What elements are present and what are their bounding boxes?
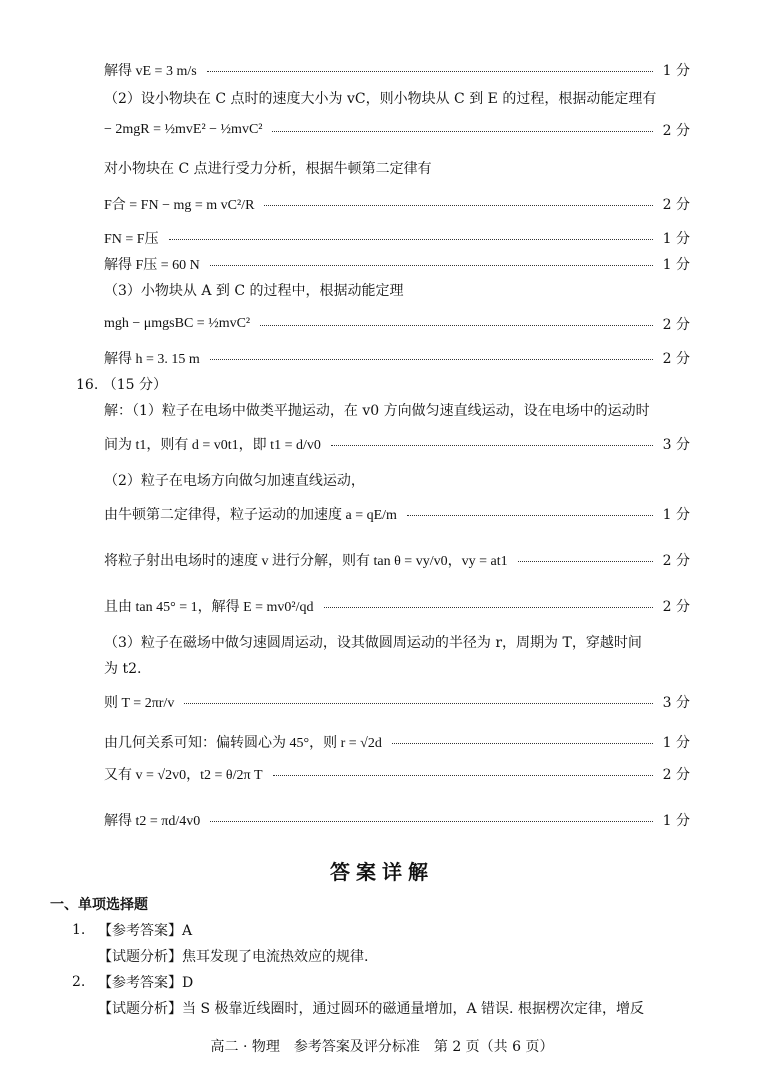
solution-line [104, 596, 690, 616]
statement-text: （3）粒子在磁场中做匀速圆周运动，设其做圆周运动的半径为 r，周期为 T，穿越时间 [104, 635, 642, 651]
solution-line [104, 810, 690, 830]
equation-text: 由牛顿第二定律得，粒子运动的加速度 a = qE/m [104, 508, 397, 523]
statement-text: 为 t2. [104, 661, 142, 677]
solution-line [104, 692, 690, 712]
reference-answer: 【参考答案】D [98, 975, 194, 991]
leader-dots [264, 204, 652, 206]
solution-line [104, 658, 690, 678]
solution-line [104, 194, 690, 214]
solution-line [104, 470, 690, 490]
score-label: 1 分 [662, 735, 690, 751]
solution-line [104, 280, 690, 300]
leader-dots [184, 702, 652, 704]
statement-text: （2）设小物块在 C 点时的速度大小为 vC，则小物块从 C 到 E 的过程，根据动能定理有 [104, 91, 657, 107]
solution-line [104, 254, 690, 274]
answer-number: 2. [72, 974, 86, 990]
equation-text: 解得 h = 3. 15 m [104, 352, 200, 367]
leader-dots [210, 264, 653, 266]
subsection-heading: 一、单项选择题 [50, 897, 148, 913]
solution-line [104, 764, 690, 784]
score-label: 1 分 [662, 813, 690, 829]
solution-line [104, 550, 690, 570]
equation-text: 解得 t2 = πd/4v0 [104, 814, 201, 829]
answer-item [72, 920, 686, 940]
leader-dots [210, 358, 653, 360]
equation-text: 又有 v = √2v0，t2 = θ/2π T [104, 768, 263, 783]
answer-analysis [98, 998, 684, 1018]
equation-text: − 2mgR = ½mvE² − ½mvC² [104, 122, 263, 137]
leader-dots [207, 70, 653, 72]
leader-dots [210, 820, 652, 822]
score-label: 3 分 [662, 695, 690, 711]
analysis-text: 【试题分析】焦耳发现了电流热效应的规律. [98, 949, 369, 965]
answer-item [72, 972, 686, 992]
equation-text: 由几何关系可知：偏转圆心为 45°，则 r = √2d [104, 736, 382, 751]
solution-line [104, 88, 690, 108]
reference-answer: 【参考答案】A [98, 923, 193, 939]
page-footer: 高二 · 物理 参考答案及评分标准 第 2 页（共 6 页） [210, 1039, 554, 1055]
question-heading [76, 374, 690, 394]
solution-line [104, 348, 690, 368]
analysis-text: 【试题分析】当 S 极靠近线圈时，通过圆环的磁通量增加，A 错误. 根据楞次定律，增反 [98, 1001, 644, 1017]
question-number: 16. （15 分） [76, 377, 167, 393]
score-label: 1 分 [662, 63, 690, 79]
answer-number: 1. [72, 922, 86, 938]
solution-line [104, 120, 690, 140]
solution-line [104, 60, 690, 80]
leader-dots [169, 238, 653, 240]
equation-text: 且由 tan 45° = 1，解得 E = mv0²/qd [104, 600, 314, 615]
score-label: 2 分 [662, 553, 690, 569]
score-label: 2 分 [662, 767, 690, 783]
statement-text: 对小物块在 C 点进行受力分析，根据牛顿第二定律有 [104, 161, 432, 177]
equation-text: 则 T = 2πr/v [104, 696, 175, 711]
score-label: 3 分 [662, 437, 690, 453]
solution-line [104, 314, 690, 334]
solution-line [104, 228, 690, 248]
solution-line [104, 632, 690, 652]
score-label: 2 分 [662, 351, 690, 367]
statement-text: （3）小物块从 A 到 C 的过程中，根据动能定理 [104, 283, 404, 299]
equation-text: 解得 F压 = 60 N [104, 258, 200, 273]
leader-dots [273, 774, 653, 776]
equation-text: 解得 vE = 3 m/s [104, 64, 197, 79]
score-label: 2 分 [662, 317, 690, 333]
leader-dots [331, 444, 653, 446]
score-label: 1 分 [662, 257, 690, 273]
score-label: 2 分 [662, 123, 690, 139]
section-title: 答案详解 [330, 860, 434, 884]
equation-text: 将粒子射出电场时的速度 v 进行分解，则有 tan θ = vy/v0，vy = at1 [104, 554, 508, 569]
score-label: 2 分 [662, 599, 690, 615]
leader-dots [392, 742, 653, 744]
solution-line [104, 158, 690, 178]
statement-text: （2）粒子在电场方向做匀加速直线运动， [104, 473, 365, 489]
equation-text: 间为 t1，则有 d = v0t1，即 t1 = d/v0 [104, 438, 321, 453]
leader-dots [407, 514, 653, 516]
leader-dots [260, 324, 653, 326]
solution-line [104, 504, 690, 524]
score-label: 2 分 [662, 197, 690, 213]
solution-line [104, 434, 690, 454]
score-label: 1 分 [662, 231, 690, 247]
leader-dots [518, 560, 653, 562]
solution-line [104, 400, 690, 420]
solution-line [104, 732, 690, 752]
answer-analysis [98, 946, 684, 966]
leader-dots [272, 130, 652, 132]
equation-text: mgh − μmgsBC = ½mvC² [104, 316, 251, 331]
leader-dots [324, 606, 653, 608]
statement-text: 解：（1）粒子在电场中做类平抛运动，在 v0 方向做匀速直线运动，设在电场中的运动时 [104, 403, 650, 419]
score-label: 1 分 [662, 507, 690, 523]
equation-text: F合 = FN − mg = m vC²/R [104, 198, 255, 213]
equation-text: FN = F压 [104, 232, 159, 247]
